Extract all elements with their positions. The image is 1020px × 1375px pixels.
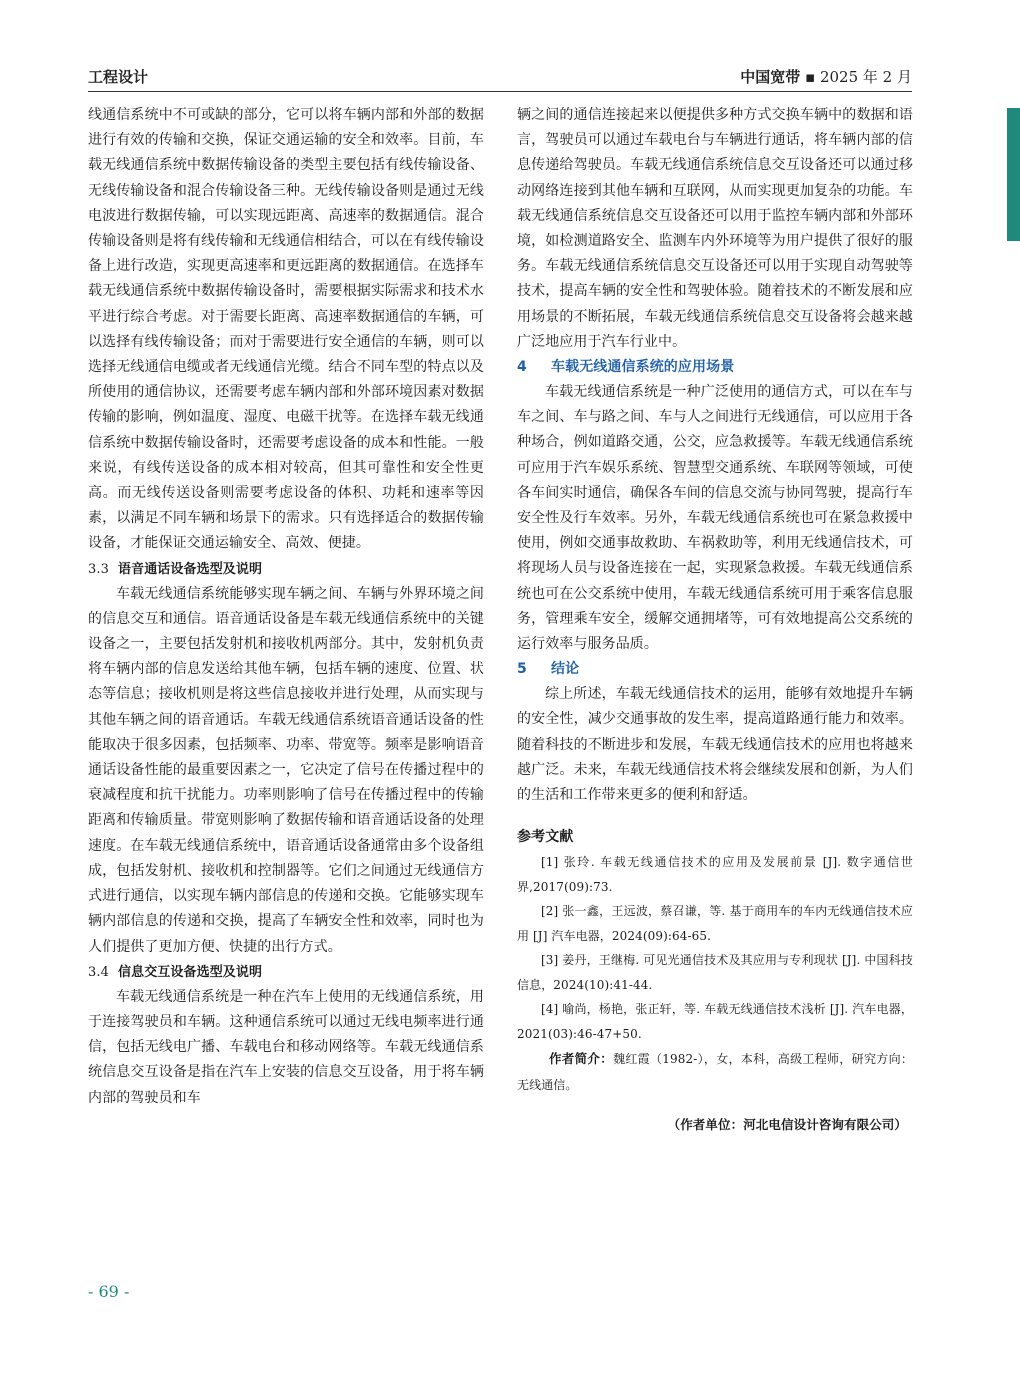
references-title: 参考文献 (517, 829, 574, 846)
reference-item: [3] 姜丹，王继梅. 可见光通信技术及其应用与专利现状 [J]. 中国科技信息，2024(10):41-44. (517, 953, 913, 992)
header-rule (88, 91, 912, 92)
section-number: 3.4 (88, 964, 109, 980)
issue-date: 2025 年 2 月 (819, 68, 912, 86)
right-column (517, 103, 913, 1137)
section-number: 5 (517, 661, 527, 678)
reference-item: [1] 张玲. 车载无线通信技术的应用及发展前景 [J]. 数字通信世界,2017(09):73. (517, 855, 913, 894)
section-heading-5 (517, 657, 913, 682)
left-column (88, 103, 484, 1111)
body-paragraph: 线通信系统中不可或缺的部分，它可以将车辆内部和外部的数据进行有效的传输和交换，保证交通运输的安全和效率。目前，车载无线通信系统中数据传输设备的类型主要包括有线传输设备、无线传输设备和混合传输设备三种。无线传输设备则是通过无线电波进行数据传输，可以实现远距离、高速率的数据通信。混合传输设备则是将有线传输和无线通信相结合，可以在有线传输设备上进行改造，实现更高速率和更远距离的数据通信。在选择车载无线通信系统中数据传输设备时，需要根据实际需求和技术水平进行综合考虑。对于需要长距离、高速率数据通信的车辆，可以选择有线传输设备；而对于需要进行安全通信的车辆，则可以选择无线通信电缆或者无线通信光缆。结合不同车型的特点以及所使用的通信协议，还需要考虑车辆内部和外部环境因素对数据传输的影响，例如温度、湿度、电磁干扰等。在选择车载无线通信系统中数据传输设备时，还需要考虑设备的成本和性能。一般来说，有线传送设备的成本相对较高，但其可靠性和安全性更高。而无线传送设备则需要考虑设备的体积、功耗和速率等因素，以满足不同车辆和场景下的需求。只有选择适合的数据传输设备，才能保证交通运输安全、高效、便捷。 (88, 107, 484, 552)
section-title: 车载无线通信系统的应用场景 (551, 359, 735, 376)
body-paragraph: 车载无线通信系统是一种在汽车上使用的无线通信系统，用于连接驾驶员和车辆。这种通信系统可以通过无线电频率进行通信，包括无线电广播、车载电台和移动网络等。车载无线通信系统信息交互设备是指在汽车上安装的信息交互设备，用于将车辆内部的驾驶员和车 (88, 988, 484, 1106)
page-header (88, 64, 912, 92)
journal-masthead (740, 66, 912, 87)
section-title: 结论 (551, 661, 580, 678)
reference-item: [4] 喻尚，杨艳，张正轩，等. 车载无线通信技术浅析 [J]. 汽车电器，2021(03):46-47+50. (517, 1002, 913, 1041)
author-bio (517, 1046, 913, 1098)
journal-section-label: 工程设计 (88, 68, 149, 86)
section-title: 信息交互设备选型及说明 (118, 964, 263, 980)
author-bio-label: 作者简介： (549, 1051, 614, 1067)
header-separator: ▪ (805, 68, 816, 86)
body-paragraph: 车载无线通信系统能够实现车辆之间、车辆与外界环境之间的信息交互和通信。语音通话设备是车载无线通信系统中的关键设备之一，主要包括发射机和接收机两部分。其中，发射机负责将车辆内部的信息发送给其他车辆，包括车辆的速度、位置、状态等信息；接收机则是将这些信息接收并进行处理，从而实现与其他车辆之间的语音通话。车载无线通信系统语音通话设备的性能取决于很多因素，包括频率、功率、带宽等。频率是影响语音通话设备性能的最重要因素之一，它决定了信号在传播过程中的衰减程度和抗干扰能力。功率则影响了信号在传播过程中的传输距离和传输质量。带宽则影响了数据传输和语音通话设备的处理速度。在车载无线通信系统中，语音通话设备通常由多个设备组成，包括发射机、接收机和控制器等。它们之间通过无线通信方式进行通信，以实现车辆内部信息的传递和交换。它能够实现车辆内部信息的传递和交换，提高了车辆安全性和效率，同时也为人们提供了更加方便、快捷的出行方式。 (88, 585, 484, 955)
section-heading-4 (517, 355, 913, 380)
journal-name: 中国宽带 (740, 68, 801, 86)
body-paragraph: 辆之间的通信连接起来以便提供多种方式交换车辆中的数据和语言，驾驶员可以通过车载电台与车辆进行通话，将车辆内部的信息传递给驾驶员。车载无线通信系统信息交互设备还可以通过移动网络连接到其他车辆和互联网，从而实现更加复杂的功能。车载无线通信系统信息交互设备还可以用于监控车辆内部和外部环境，如检测道路安全、监测车内外环境等为用户提供了很好的服务。车载无线通信系统信息交互设备还可以用于实现自动驾驶等技术，提高车辆的安全性和驾驶体验。随着技术的不断发展和应用场景的不断拓展，车载无线通信系统信息交互设备将会越来越广泛地应用于汽车行业中。 (517, 107, 913, 350)
page-number: - 69 - (88, 1282, 130, 1301)
body-paragraph: 综上所述，车载无线通信技术的运用，能够有效地提升车辆的安全性，减少交通事故的发生率，提高道路通行能力和效率。随着科技的不断进步和发展，车载无线通信技术的应用也将越来越广泛。未来，车载无线通信技术将会继续发展和创新，为人们的生活和工作带来更多的便利和舒适。 (517, 686, 913, 804)
section-title: 语音通话设备选型及说明 (118, 561, 263, 577)
section-number: 3.3 (88, 561, 109, 577)
section-heading-3-4 (88, 960, 484, 985)
section-heading-3-3 (88, 557, 484, 582)
author-affiliation: （作者单位：河北电信设计咨询有限公司） (667, 1117, 907, 1133)
side-color-tab (1007, 108, 1020, 241)
section-number: 4 (517, 359, 527, 376)
author-bio-text: 魏红霞（1982-），女，本科，高级工程师，研究方向：无线通信。 (517, 1052, 913, 1093)
reference-item: [2] 张一鑫，王远波，蔡召谦，等. 基于商用车的车内无线通信技术应用 [J] 汽车电器，2024(09):64-65. (517, 904, 913, 943)
body-paragraph: 车载无线通信系统是一种广泛使用的通信方式，可以在车与车之间、车与路之间、车与人之间进行无线通信，可以应用于各种场合，例如道路交通，公交，应急救援等。车载无线通信系统可应用于汽车娱乐系统、智慧型交通系统、车联网等领域，可使各车间实时通信，确保各车间的信息交流与协同驾驶，提高行车安全性及行车效率。另外，车载无线通信系统也可在紧急救援中使用，例如交通事故救助、车祸救助等，利用无线通信技术，可将现场人员与设备连接在一起，实现紧急救援。车载无线通信系统也可在公交系统中使用，车载无线通信系统可用于乘客信息服务，管理乘车安全，缓解交通拥堵等，可有效地提高公交系统的运行效率与服务品质。 (517, 384, 913, 653)
